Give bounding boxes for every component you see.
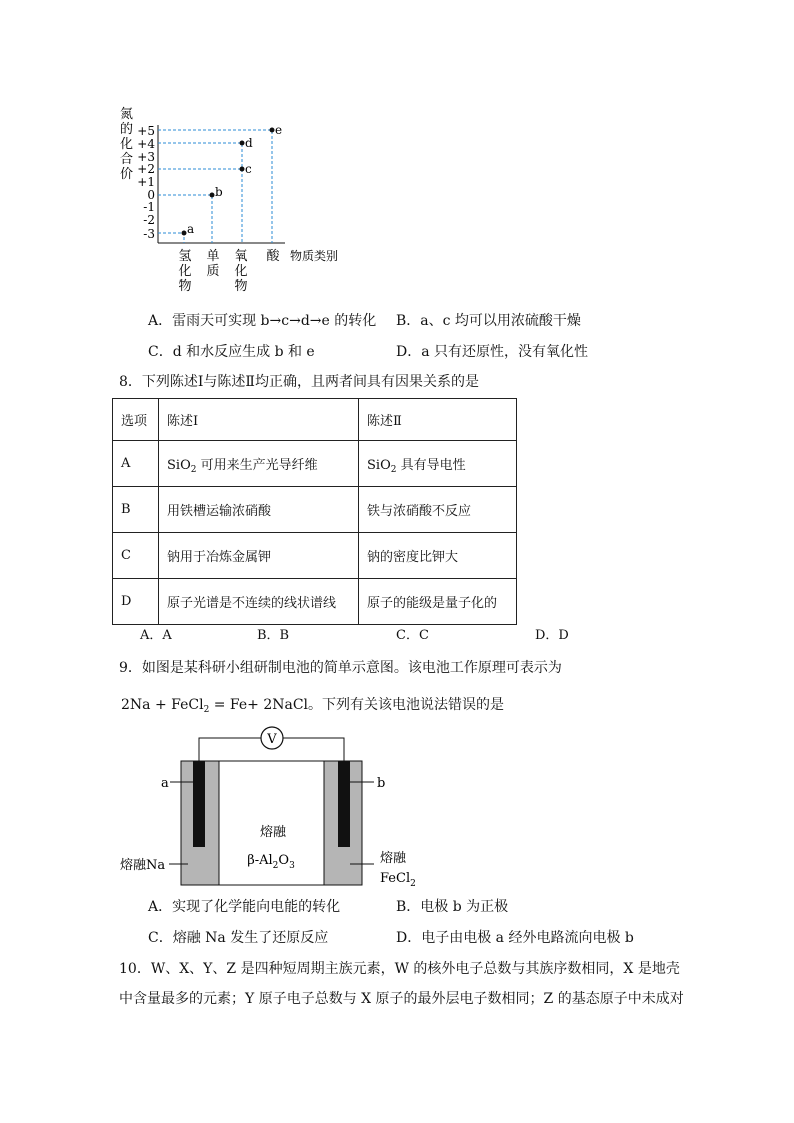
point-a [182, 231, 187, 236]
header-option: 选项 [113, 399, 159, 441]
electrode-a [193, 761, 205, 847]
row-statement-1: SiO$_2$ 可用来生产光导纤维 [159, 441, 359, 487]
y-tick-label: 0 [147, 188, 155, 202]
x-category-char: 氧 [234, 249, 248, 264]
electrode-b-label: b [377, 776, 386, 791]
point-label-a: a [187, 222, 195, 236]
x-category-char: 物 [234, 279, 248, 294]
table-row [113, 441, 517, 487]
q8-table [112, 398, 517, 625]
y-tick-labels [137, 124, 155, 241]
x-category-char: 化 [178, 264, 192, 279]
x-category-char: 物 [178, 279, 192, 294]
q7-option-c: C．d 和水反应生成 b 和 e [148, 344, 315, 360]
molten-label: 熔融 [259, 825, 287, 840]
q7-option-b: B．a、c 均可以用浓硫酸干燥 [396, 313, 581, 329]
q9-option-b: B．电极 b 为正极 [396, 899, 509, 915]
y-axis-char: 价 [120, 167, 134, 182]
header-statement-1: 陈述Ⅰ [159, 399, 359, 441]
q7-option-d: D．a 只有还原性，没有氧化性 [396, 344, 589, 360]
data-points [182, 128, 275, 236]
point-e [270, 128, 275, 133]
battery-diagram [118, 726, 418, 892]
q8-answer-a: A．A [140, 628, 172, 643]
nitrogen-valence-chart [110, 100, 370, 300]
row-option: A [113, 441, 159, 487]
y-axis-char: 氮 [120, 107, 134, 122]
y-tick-label: -1 [143, 200, 155, 214]
table-row [113, 579, 517, 625]
y-axis-char: 合 [120, 152, 134, 167]
q10-line-2: 中含量最多的元素；Y 原子电子总数与 X 原子的最外层电子数相同；Z 的基态原子中未成对 [119, 991, 684, 1007]
x-category-char: 氢 [178, 249, 192, 264]
table-row [113, 487, 517, 533]
molten-fecl2-label-1: 熔融 [380, 851, 407, 866]
point-label-c: c [245, 162, 252, 176]
reaction-equation: 2Na + FeCl$_2$ = Fe+ 2NaCl [121, 697, 309, 715]
voltmeter-label: V [267, 732, 277, 747]
y-tick-label: +5 [137, 124, 155, 138]
point-d [240, 141, 245, 146]
q8-answer-c: C．C [396, 628, 429, 643]
row-statement-1: 用铁槽运输浓硝酸 [159, 487, 359, 533]
q9-option-a: A．实现了化学能向电能的转化 [148, 899, 341, 915]
row-option: B [113, 487, 159, 533]
x-category-char: 单 [206, 249, 220, 264]
point-label-b: b [215, 185, 223, 199]
point-label-d: d [245, 136, 253, 150]
header-statement-2: 陈述Ⅱ [359, 399, 517, 441]
molten-fecl2-label-2: FeCl$_2$ [380, 871, 416, 889]
row-option: D [113, 579, 159, 625]
electrolyte-label: $\beta-Al_2O_3$ [247, 853, 295, 871]
point-b [210, 193, 215, 198]
y-axis-label [120, 107, 133, 182]
point-label-e: e [275, 123, 283, 137]
q9-stem-line-2: 2Na + FeCl$_2$ = Fe+ 2NaCl。下列有关该电池说法错误的是 [121, 697, 505, 715]
y-tick-label: -2 [143, 213, 155, 227]
row-statement-2: 钠的密度比钾大 [359, 533, 517, 579]
row-statement-2: SiO$_2$ 具有导电性 [359, 441, 517, 487]
x-category-labels [178, 249, 280, 294]
y-axis-char: 化 [120, 137, 134, 152]
q8-answer-d: D．D [535, 628, 569, 643]
row-statement-2: 原子的能级是量子化的 [359, 579, 517, 625]
q10-line-1: 10．W、X、Y、Z 是四种短周期主族元素，W 的核外电子总数与其族序数相同，X 是地壳 [119, 961, 680, 977]
q8-stem: 8．下列陈述Ⅰ与陈述Ⅱ均正确，且两者间具有因果关系的是 [119, 374, 479, 390]
x-category-char: 酸 [266, 249, 280, 264]
point-c [240, 167, 245, 172]
y-tick-label: +1 [137, 175, 155, 189]
y-tick-label: +3 [137, 150, 155, 164]
q7-option-a: A．雷雨天可实现 b→c→d→e 的转化 [148, 313, 377, 329]
electrode-a-label: a [161, 776, 169, 791]
y-axis-char: 的 [120, 122, 134, 137]
q9-stem-line-1: 9．如图是某科研小组研制电池的简单示意图。该电池工作原理可表示为 [119, 660, 562, 676]
electrode-b [338, 761, 350, 847]
x-category-char: 化 [234, 264, 248, 279]
x-category-char: 质 [206, 264, 220, 279]
y-tick-label: +2 [137, 162, 155, 176]
q8-answer-b: B．B [257, 628, 290, 643]
q9-option-d: D．电子由电极 a 经外电路流向电极 b [396, 930, 634, 946]
row-statement-1: 原子光谱是不连续的线状谱线 [159, 579, 359, 625]
y-tick-label: +4 [137, 137, 155, 151]
q9-option-c: C．熔融 Na 发生了还原反应 [148, 930, 329, 946]
point-labels [187, 123, 282, 236]
row-option: C [113, 533, 159, 579]
row-statement-1: 钠用于冶炼金属钾 [159, 533, 359, 579]
y-tick-label: -3 [143, 227, 155, 241]
table-row [113, 533, 517, 579]
table-header-row [113, 399, 517, 441]
row-statement-2: 铁与浓硝酸不反应 [359, 487, 517, 533]
molten-na-label: 熔融Na [120, 858, 166, 873]
x-axis-label: 物质类别 [290, 249, 339, 263]
